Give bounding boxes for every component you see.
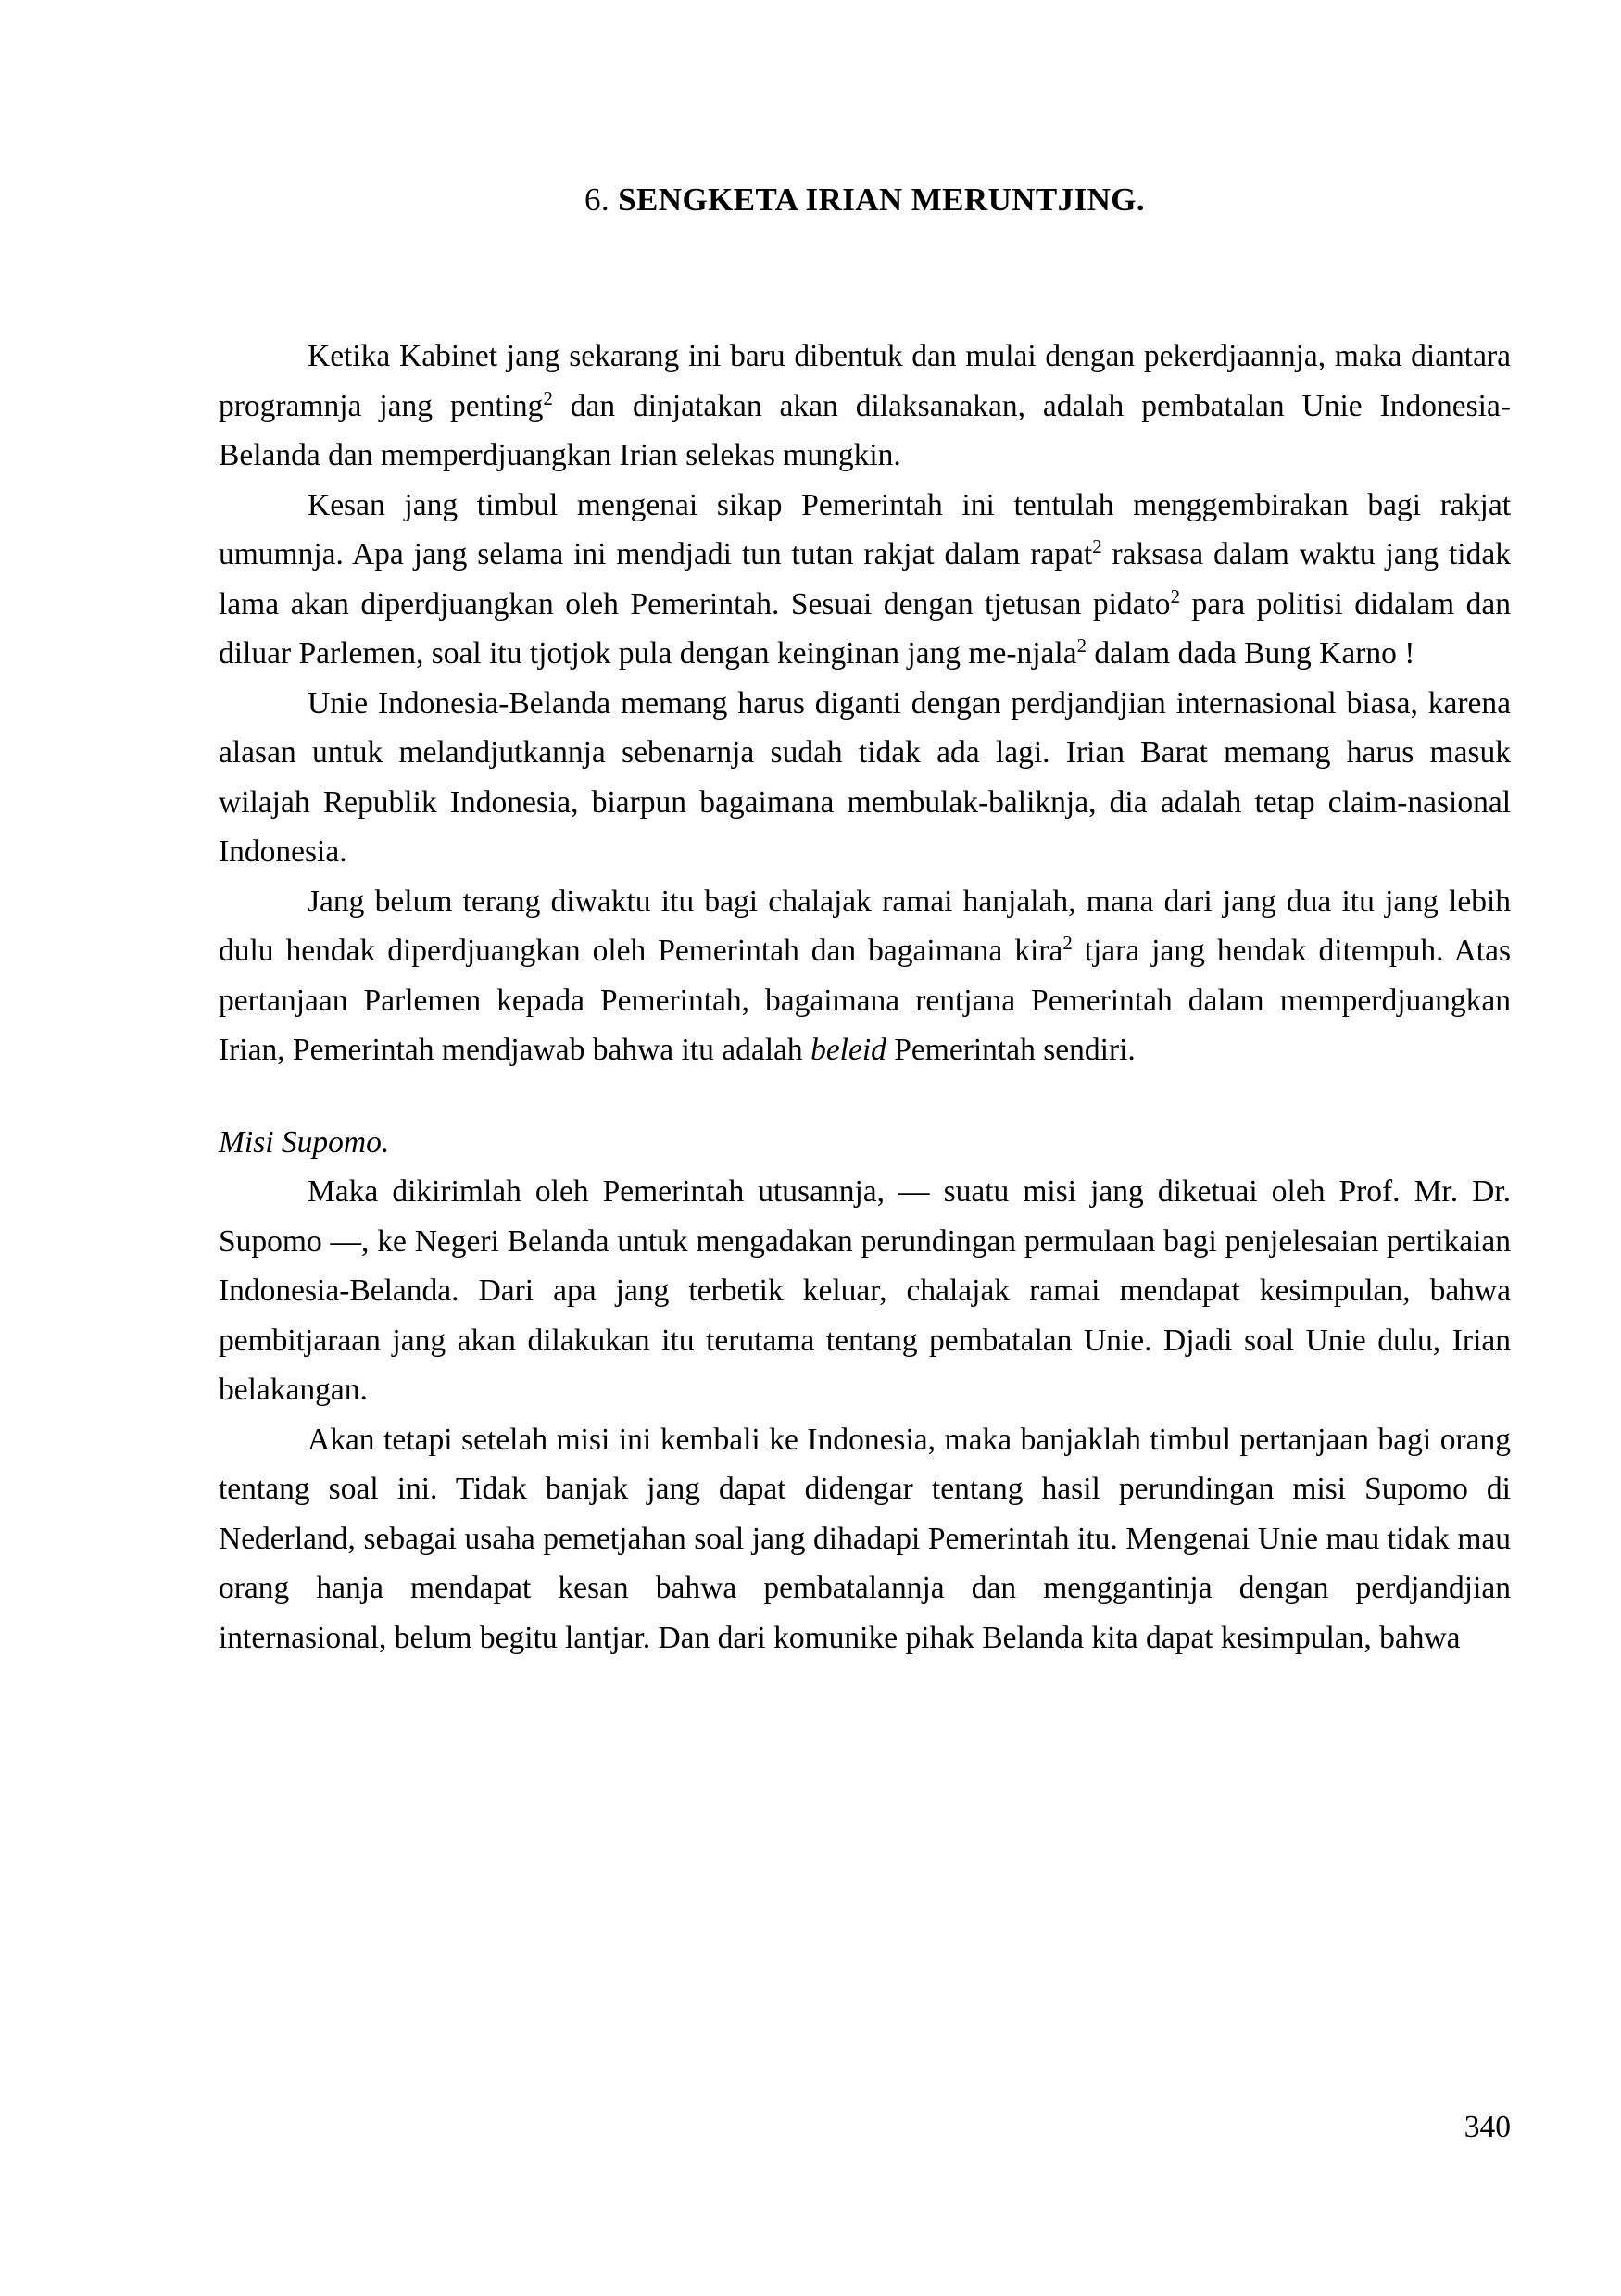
chapter-title-text: SENGKETA IRIAN MERUNTJING. — [618, 182, 1146, 218]
page-number: 340 — [1464, 2110, 1511, 2144]
subheading-misi-supomo: Misi Supomo. — [219, 1124, 390, 1160]
paragraph-4: Jang belum terang diwaktu itu bagi chalajak ramai hanjalah, mana dari jang dua itu jang lebih dulu hendak diperdjuangkan oleh Pemerintah dan bagaimana kira$^2$ tjara jang hendak ditempuh. Atas pertanjaan Parlemen kepada Pemerintah, bagaimana rentjana Pemerintah dalam memperdjuangkan Irian, Pemerintah mendjawab bahwa itu adalah beleid Pemerintah sendiri. — [219, 884, 1511, 1067]
chapter-number: 6. — [584, 182, 610, 218]
paragraph-5: Maka dikirimlah oleh Pemerintah utusannja, — suatu misi jang diketuai oleh Prof. Mr. Dr. Supomo —, ke Negeri Belanda untuk mengadakan perundingan permulaan bagi penjelesaian pertikaian Indonesia-Belanda. Dari apa jang terbetik keluar, chalajak ramai mendapat kesimpulan, bahwa pembitjaraan jang akan dilakukan itu terutama tentang pembatalan Unie. Djadi soal Unie dulu, Irian belakangan. — [219, 1174, 1511, 1407]
paragraph-3: Unie Indonesia-Belanda memang harus diganti dengan perdjandjian internasional biasa, karena alasan untuk melandjutkannja sebenarnja sudah tidak ada lagi. Irian Barat memang harus masuk wilajah Republik Indonesia, biarpun bagaimana membulak-baliknja, dia adalah tetap claim-nasional Indonesia. — [219, 685, 1511, 869]
body-text — [219, 332, 1511, 1662]
paragraph-6: Akan tetapi setelah misi ini kembali ke Indonesia, maka banjaklah timbul pertanjaan bagi orang tentang soal ini. Tidak banjak jang dapat didengar tentang hasil perundingan misi Supomo di Nederland, sebagai usaha pemetjahan soal jang dihadapi Pemerintah itu. Mengenai Unie mau tidak mau orang hanja mendapat kesan bahwa pembatalannja dan menggantinja dengan perdjandjian internasional, belum begitu lantjar. Dan dari komunike pihak Belanda kita dapat kesimpulan, bahwa — [219, 1422, 1511, 1655]
page-title — [219, 182, 1511, 219]
page-content — [219, 182, 1511, 1662]
paragraph-2: Kesan jang timbul mengenai sikap Pemerintah ini tentulah menggembirakan bagi rakjat umumnja. Apa jang selama ini mendjadi tun tutan rakjat dalam rapat$^2$ raksasa dalam waktu jang tidak lama akan diperdjuangkan oleh Pemerintah. Sesuai dengan tjetusan pidato$^2$ para politisi didalam dan diluar Parlemen, soal itu tjotjok pula dengan keinginan jang me-njala$^2$ dalam dada Bung Karno ! — [219, 487, 1511, 671]
paragraph-1: Ketika Kabinet jang sekarang ini baru dibentuk dan mulai dengan pekerdjaannja, maka diantara programnja jang penting$^2$ dan dinjatakan akan dilaksanakan, adalah pembatalan Unie Indonesia-Belanda dan memperdjuangkan Irian selekas mungkin. — [219, 339, 1511, 472]
